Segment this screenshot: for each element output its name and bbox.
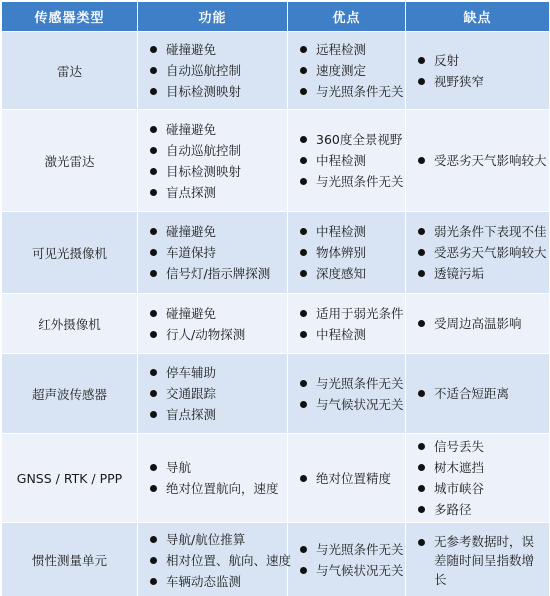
list-item: [148, 303, 281, 324]
header-cons: 缺点: [406, 2, 550, 32]
function-text: 导航/航位推算: [166, 531, 246, 547]
function-text: 车辆动态监测: [166, 573, 242, 589]
list-item: [416, 478, 543, 499]
function-text: 碰撞避免: [166, 305, 217, 321]
bullet-icon: [418, 390, 425, 397]
bullet-icon: [150, 67, 157, 74]
function-text: 停车辅助: [166, 365, 217, 380]
list-item: [416, 313, 543, 334]
bullet-icon: [150, 168, 157, 175]
function-cell: [138, 110, 288, 212]
bullet-icon: [418, 464, 425, 471]
list-item: [416, 150, 547, 171]
pro-cell: [288, 354, 406, 434]
bullet-icon: [418, 506, 425, 513]
list-item: [148, 39, 281, 60]
function-text: 盲点探测: [166, 184, 217, 200]
list-item: [416, 263, 543, 284]
function-cell: [138, 32, 288, 110]
bullet-icon: [300, 380, 307, 387]
pro-text: 360度全景视野: [316, 132, 403, 147]
function-text: 行人/动物探测: [166, 326, 246, 342]
bullet-icon: [418, 57, 425, 64]
function-list: [148, 362, 281, 425]
con-list: [416, 532, 543, 589]
bullet-icon: [150, 147, 157, 154]
function-text: 车道保持: [166, 245, 217, 260]
table-row: [2, 294, 550, 354]
con-cell: [406, 434, 550, 523]
pro-list: [298, 303, 404, 345]
list-item: [148, 324, 281, 345]
bullet-icon: [300, 88, 307, 95]
pro-cell: [288, 523, 406, 596]
list-item: [148, 221, 281, 242]
pro-text: 与光照条件无关: [316, 174, 404, 189]
bullet-icon: [300, 46, 307, 53]
bullet-icon: [150, 578, 157, 585]
bullet-icon: [150, 249, 157, 256]
header-sensor-type: 传感器类型: [2, 2, 138, 32]
pro-list: [298, 539, 404, 581]
sensor-type-cell: 超声波传感器: [2, 354, 138, 434]
pro-text: 与光照条件无关: [316, 375, 404, 391]
header-row: [2, 2, 550, 32]
pro-text: 中程检测: [316, 153, 367, 168]
pro-list: [298, 468, 399, 489]
header-function: 功能: [138, 2, 288, 32]
bullet-icon: [418, 249, 425, 256]
bullet-icon: [418, 443, 425, 450]
list-item: [298, 539, 404, 560]
sensor-type-cell: GNSS / RTK / PPP: [2, 434, 138, 523]
list-item: [416, 221, 547, 242]
bullet-icon: [300, 546, 307, 553]
pro-text: 深度感知: [316, 266, 367, 281]
bullet-icon: [150, 228, 157, 235]
header-pros: 优点: [288, 2, 406, 32]
list-item: [298, 242, 399, 263]
list-item: [298, 303, 404, 324]
list-item: [416, 50, 543, 71]
con-cell: [406, 354, 550, 434]
list-item: [148, 81, 281, 102]
con-cell: [406, 110, 550, 212]
list-item: [148, 263, 281, 284]
list-item: [416, 242, 547, 263]
table-row: [2, 32, 550, 110]
bullet-icon: [300, 401, 307, 408]
table-row: [2, 212, 550, 294]
list-item: [148, 383, 281, 404]
bullet-icon: [418, 320, 425, 327]
con-text: 信号丢失: [434, 439, 485, 454]
bullet-icon: [150, 485, 157, 492]
bullet-icon: [150, 331, 157, 338]
bullet-icon: [300, 475, 307, 482]
list-item: [148, 60, 281, 81]
list-item: [416, 383, 543, 404]
bullet-icon: [418, 228, 425, 235]
list-item: [298, 60, 399, 81]
con-text: 不适合短距离: [434, 386, 510, 401]
table-row: [2, 434, 550, 523]
sensor-comparison-table: [1, 1, 550, 596]
list-item: [148, 529, 281, 550]
con-text: 弱光条件下表现不佳: [434, 224, 547, 239]
pro-text: 适用于弱光条件: [316, 305, 404, 321]
con-text: 无参考数据时，误差随时间呈指数增长: [434, 533, 535, 587]
pro-list: [298, 129, 404, 192]
con-list: [416, 383, 543, 404]
function-text: 盲点探测: [166, 407, 217, 422]
list-item: [416, 71, 543, 92]
bullet-icon: [418, 157, 425, 164]
sensor-type-cell: 激光雷达: [2, 110, 138, 212]
bullet-icon: [150, 310, 157, 317]
list-item: [298, 150, 399, 171]
list-item: [298, 394, 404, 415]
con-text: 城市峡谷: [434, 481, 485, 496]
bullet-icon: [150, 390, 157, 397]
list-item: [148, 457, 281, 478]
list-item: [298, 221, 399, 242]
pro-cell: [288, 434, 406, 523]
function-text: 相对位置、航向、速度: [166, 552, 292, 568]
table-row: [2, 110, 550, 212]
pro-text: 中程检测: [316, 326, 367, 342]
pro-text: 物体辨别: [316, 245, 367, 260]
function-list: [148, 221, 281, 284]
bullet-icon: [300, 310, 307, 317]
bullet-icon: [150, 557, 157, 564]
con-cell: [406, 523, 550, 596]
con-list: [416, 313, 543, 334]
table-row: [2, 354, 550, 434]
con-cell: [406, 212, 550, 294]
list-item: [148, 571, 281, 592]
bullet-icon: [300, 331, 307, 338]
pro-cell: [288, 294, 406, 354]
list-item: [298, 373, 404, 394]
bullet-icon: [300, 567, 307, 574]
function-text: 交通跟踪: [166, 386, 217, 401]
con-cell: [406, 294, 550, 354]
list-item: [148, 242, 281, 263]
table-row: [2, 523, 550, 596]
sensor-type-cell: 可见光摄像机: [2, 212, 138, 294]
list-item: [148, 161, 281, 182]
list-item: [416, 499, 543, 520]
con-text: 多路径: [434, 502, 472, 517]
con-list: [416, 221, 547, 284]
con-text: 受周边高温影响: [434, 316, 522, 331]
bullet-icon: [150, 536, 157, 543]
list-item: [148, 550, 292, 571]
function-cell: [138, 523, 292, 596]
pro-cell: [288, 212, 406, 294]
con-text: 受恶劣天气影响较大: [434, 153, 547, 168]
bullet-icon: [150, 189, 157, 196]
list-item: [416, 532, 543, 589]
function-text: 信号灯/指示牌探测: [166, 266, 271, 281]
list-item: [298, 39, 399, 60]
pro-text: 与光照条件无关: [316, 542, 404, 557]
con-list: [416, 50, 543, 92]
bullet-icon: [300, 249, 307, 256]
pro-text: 远程检测: [316, 42, 367, 57]
list-item: [298, 81, 404, 102]
list-item: [416, 436, 543, 457]
pro-text: 中程检测: [316, 224, 367, 239]
pro-list: [298, 373, 404, 415]
bullet-icon: [418, 539, 425, 546]
function-cell: [138, 434, 288, 523]
pro-list: [298, 221, 399, 284]
function-cell: [138, 354, 288, 434]
bullet-icon: [150, 411, 157, 418]
function-text: 绝对位置航向，速度: [166, 481, 279, 496]
con-text: 反射: [434, 52, 460, 68]
con-text: 视野狭窄: [434, 73, 485, 89]
pro-text: 速度测定: [316, 63, 367, 78]
function-list: [148, 119, 281, 203]
function-list: [148, 39, 281, 102]
list-item: [148, 478, 281, 499]
list-item: [298, 129, 403, 150]
function-list: [148, 529, 292, 592]
function-list: [148, 303, 281, 345]
list-item: [416, 457, 543, 478]
function-text: 自动巡航控制: [166, 63, 242, 78]
con-text: 透镜污垢: [434, 266, 485, 281]
con-text: 受恶劣天气影响较大: [434, 245, 547, 260]
bullet-icon: [150, 464, 157, 471]
con-cell: [406, 32, 550, 110]
bullet-icon: [300, 136, 307, 143]
pro-text: 与气候状况无关: [316, 563, 404, 578]
function-cell: [138, 212, 288, 294]
bullet-icon: [418, 78, 425, 85]
function-list: [148, 457, 281, 499]
list-item: [298, 263, 399, 284]
list-item: [298, 560, 404, 581]
sensor-type-cell: 雷达: [2, 32, 138, 110]
pro-cell: [288, 32, 406, 110]
list-item: [298, 171, 404, 192]
sensor-type-cell: 红外摄像机: [2, 294, 138, 354]
function-text: 目标检测映射: [166, 163, 242, 179]
pro-text: 与光照条件无关: [316, 84, 404, 99]
con-text: 树木遮挡: [434, 460, 485, 475]
bullet-icon: [300, 228, 307, 235]
bullet-icon: [300, 270, 307, 277]
bullet-icon: [418, 485, 425, 492]
bullet-icon: [150, 88, 157, 95]
function-text: 碰撞避免: [166, 42, 217, 57]
list-item: [148, 362, 281, 383]
bullet-icon: [418, 270, 425, 277]
sensor-type-cell: 惯性测量单元: [2, 523, 138, 596]
list-item: [148, 404, 281, 425]
list-item: [148, 119, 281, 140]
bullet-icon: [150, 46, 157, 53]
function-text: 目标检测映射: [166, 84, 242, 99]
function-text: 碰撞避免: [166, 121, 217, 137]
bullet-icon: [300, 67, 307, 74]
pro-text: 绝对位置精度: [316, 470, 392, 486]
list-item: [298, 468, 399, 489]
function-text: 碰撞避免: [166, 224, 217, 239]
function-text: 自动巡航控制: [166, 142, 242, 158]
bullet-icon: [300, 178, 307, 185]
pro-cell: [288, 110, 406, 212]
list-item: [148, 182, 281, 203]
con-list: [416, 436, 543, 520]
function-text: 导航: [166, 460, 192, 475]
pro-text: 与气候状况无关: [316, 396, 404, 412]
bullet-icon: [150, 369, 157, 376]
bullet-icon: [300, 157, 307, 164]
bullet-icon: [150, 270, 157, 277]
pro-list: [298, 39, 404, 102]
list-item: [148, 140, 281, 161]
list-item: [298, 324, 399, 345]
function-cell: [138, 294, 288, 354]
bullet-icon: [150, 126, 157, 133]
con-list: [416, 150, 547, 171]
